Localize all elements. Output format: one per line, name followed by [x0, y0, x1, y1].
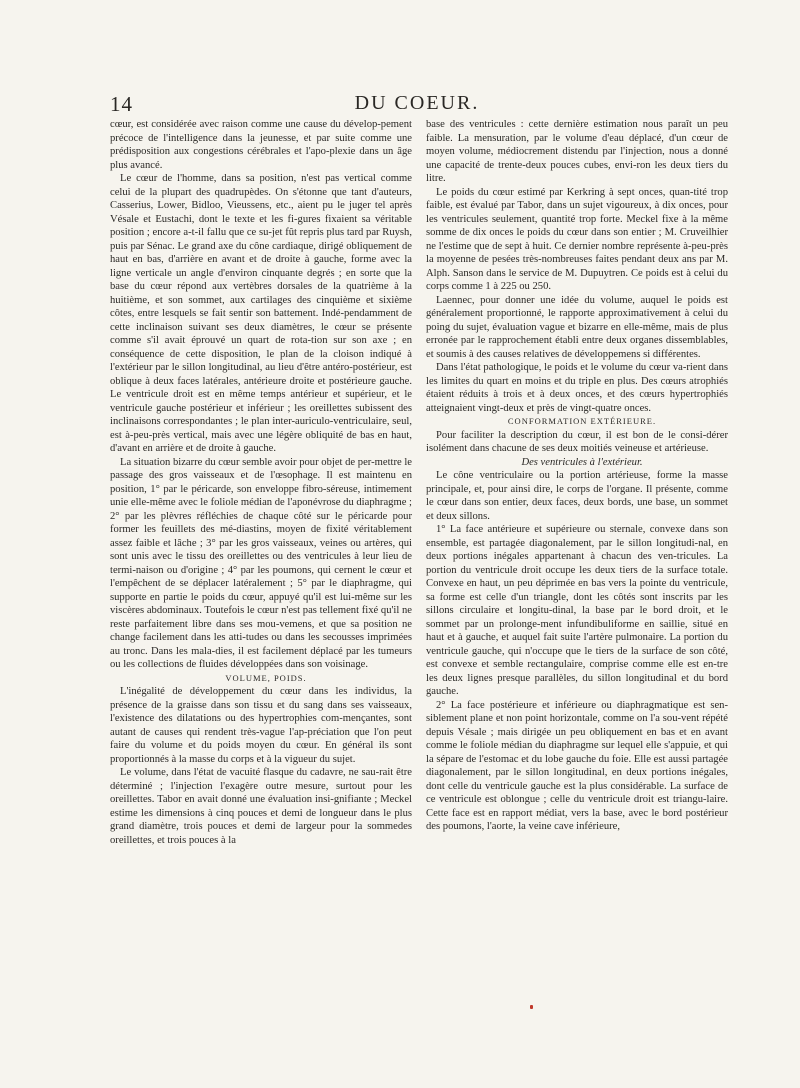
paragraph: Le volume, dans l'état de vacuité flasque du cadavre, ne sau-rait être déterminé ; l'injection l'exagère outre mesure, surtout pour les oreillettes. Tabor en avait donné une évaluation insi-gnifiante ; Meckel estime les dimensions à cinq pouces et demi de longueur dans le plus grand diamètre, trois pouces et demi de largeur pour la sommedes oreillettes, et trois pouces à la — [110, 767, 412, 846]
right-column — [426, 118, 728, 834]
paragraph: Le poids du cœur estimé par Kerkring à sept onces, quan-tité trop faible, est évalué par Tabor, dans un sujet vigoureux, à dix onces, pour les ventricules seulement, quantité trop forte. Meckel fixe à la même somme de dix onces le poids du cœur dans son entier ; M. Cruveilhier ne l'estime que de sept à huit. Ce dernier nombre représente à-peu-près la moyenne de pesées très-nombreuses faites pendant deux ans par M. Alph. Sanson dans le service de M. Dupuytren. Ce poids est à celui du corps comme 1 à 225 ou 250. — [426, 186, 728, 292]
paragraph: cœur, est considérée avec raison comme une cause du dévelop-pement précoce de l'intelligence dans la jeunesse, et par suite comme une prédisposition aux congestions cérébrales et l'apo-plexie dans un âge plus avancé. — [110, 119, 412, 171]
ink-mark — [530, 1005, 533, 1009]
paragraph: Dans l'état pathologique, le poids et le volume du cœur va-rient dans les limites du quart en moins et du triple en plus. Des cœurs atrophiés étaient réduits à trois et à deux onces, et des cœurs hypertrophiés atteignaient vingt-deux et près de vingt-quatre onces. — [426, 362, 728, 414]
paragraph: 1° La face antérieure et supérieure ou sternale, convexe dans son ensemble, est partagée diagonalement, par le sillon longitudi-nal, en deux portions inégales appartenant à chacun des ven-tricules. La portion du ventricule droit occupe les deux tiers de la surface totale. Convexe en haut, un peu déprimée en bas vers la pointe du ventricule, sa forme est celle d'un triangle, dont les côtés sont inscrits par les sillons circulaire et longitu-dinal, la base par le bord droit, et le sommet par un prolonge-ment infundibuliforme en saillie, situé en haut et à gauche, et auquel fait suite l'artère pulmonaire. La portion du ventricule gauche, qui n'occupe que le tiers de la surface de son côté, est convexe et semble rectangulaire, comprise comme elle est en-tre les deux lignes presque parallèles, du sillon longitudinal et du bord gauche. — [426, 524, 728, 697]
section-title-volume: VOLUME, POIDS. — [225, 672, 307, 683]
paragraph: Le cœur de l'homme, dans sa position, n'est pas vertical comme celui de la plupart des quadrupèdes. On s'étonne que tant d'auteurs, Casserius, Lower, Bidloo, Vieussens, etc., aient pu le juger tel après Vésale et Eustachi, dont le texte et les fi-gures fixaient sa véritable position ; encore a-t-il fallu que ce su-jet fût repris plus tard par Ruysh, puis par Sénac. Le grand axe du cône cardiaque, dirigé obliquement de haut en bas, d'arrière en avant et de droite à gauche, forme avec la ligne verticale un angle d'environ cinquante degrés ; en sorte que la base du cœur répond aux vertèbres dorsales de la quatrième à la huitième, et son sommet, aux cartilages des cinquième et sixième côtes, entre lesquels se fait sentir son battement. Indé-pendamment de cette inclinaison suivant ses deux diamètres, le cœur se présente comme s'il avait éprouvé un quart de rota-tion sur son axe ; en conséquence de cette disposition, le plan de la cloison indiqué à l'extérieur par le sillon longitudinal, au lieu d'être antéro-postérieur, est oblique à deux faces latérales, antérieure droite et postérieure gauche. Le ventricule droit est en même temps antérieur et supérieur, et le ventricule gauche postérieur et inférieur ; les oreillettes subissent des inclinaisons correspondantes ; le plan inter-auriculo-ventriculaire, seul, est à-peu-près vertical, mais avec une légère obliquité de bas en haut, d'avant en arrière et de droite à gauche. — [110, 173, 412, 454]
paragraph: Pour faciliter la description du cœur, il est bon de le consi-dérer isolément dans chacune de ses deux moitiés veineuse et artérieuse. — [426, 429, 728, 454]
running-title: DU COEUR. — [354, 92, 480, 114]
subsection-title-ventricules: Des ventricules à l'extérieur. — [521, 456, 643, 468]
page-number: 14 — [110, 92, 133, 116]
paragraph: Le cône ventriculaire ou la portion artérieuse, forme la masse principale, et, pour ainsi dire, le corps de l'organe. Il présente, comme le cœur dans son entier, deux faces, deux bords, une base, un sommet et deux sillons. — [426, 470, 728, 522]
paragraph: L'inégalité de développement du cœur dans les individus, la présence de la graisse dans son tissu et du sang dans ses vaisseaux, l'existence des dilatations ou des hypertrophies com-mençantes, sont autant de causes qui rendent très-vague l'ap-préciation que l'on peut faire du volume et du poids moyen du cœur. En général ils sont proportionnés à la masse du corps et à la vigueur du sujet. — [110, 686, 412, 765]
paragraph: La situation bizarre du cœur semble avoir pour objet de per-mettre le passage des gros vaisseaux et de l'œsophage. Il est maintenu en position, 1° par le péricarde, son enveloppe fibro-séreuse, intimement unie elle-même avec le foliole médian de l'aponévrose du diaphragme ; 2° par les plèvres réfléchies de chaque côté sur le péricarde pour former les feuillets des mé-diastins, moyen de fixité véritablement assez faible et lâche ; 3° par les gros vaisseaux, veines ou artères, qui sont unis avec le tissu des oreillettes ou des ventricules à leur lieu de termi-naison ou d'origine ; 4° par les poumons, qui cernent le cœur et l'empêchent de se déplacer latéralement ; 5° par le diaphragme, qui supporte en partie le poids du cœur, appuyé qu'il est lui-même sur les viscères abdominaux. Toutefois le cœur n'est pas tellement fixé qu'il ne reste parfaitement libre dans ses mou-vemens, et que sa position ne change facilement dans les atti-tudes ou dans les secousses imprimées au tronc. Dans les mala-dies, il est facilement déplacé par les tumeurs ou les collections de fluides développées dans son voisinage. — [110, 456, 412, 670]
section-title-conformation: CONFORMATION EXTÉRIEURE. — [507, 416, 657, 426]
left-column — [110, 118, 412, 847]
paragraph: base des ventricules : cette dernière estimation nous paraît un peu faible. La mensuration, par le volume d'eau déplacé, d'un cœur de moyen volume, médiocrement distendu par l'injection, nous a donné une capacité de trente-deux pouces cubes, envi-ron les deux tiers du litre. — [426, 119, 728, 184]
paragraph: 2° La face postérieure et inférieure ou diaphragmatique est sen-siblement plane et non point horizontale, comme on l'a sou-vent répété depuis Vésale ; mais dirigée un peu obliquement en bas et en avant comme le foliole médian du diaphragme sur lequel elle s'appuie, et qui la sépare de l'estomac et du lobe gauche du foie. Elle est aussi partagée diagonalement, par le sillon longitudinal, en deux portions inégales, dont celle du ventricule gauche est la plus considérable. La surface de ce ventricule est oblongue ; celle du ventricule droit est triangu-laire. Cette face est en rapport médiat, vers la base, avec le bord postérieur des poumons, l'aorte, la veine cave inférieure, — [426, 699, 728, 832]
paragraph: Laennec, pour donner une idée du volume, auquel le poids est généralement proportionné, le rapporte approximativement à celui du poing du sujet, évaluation vague et bizarre en elle-même, mais de plus erronée par le rapprochement établi entre deux organes dissemblables, et soumis à des causes relatives de développemens si différentes. — [426, 294, 728, 360]
